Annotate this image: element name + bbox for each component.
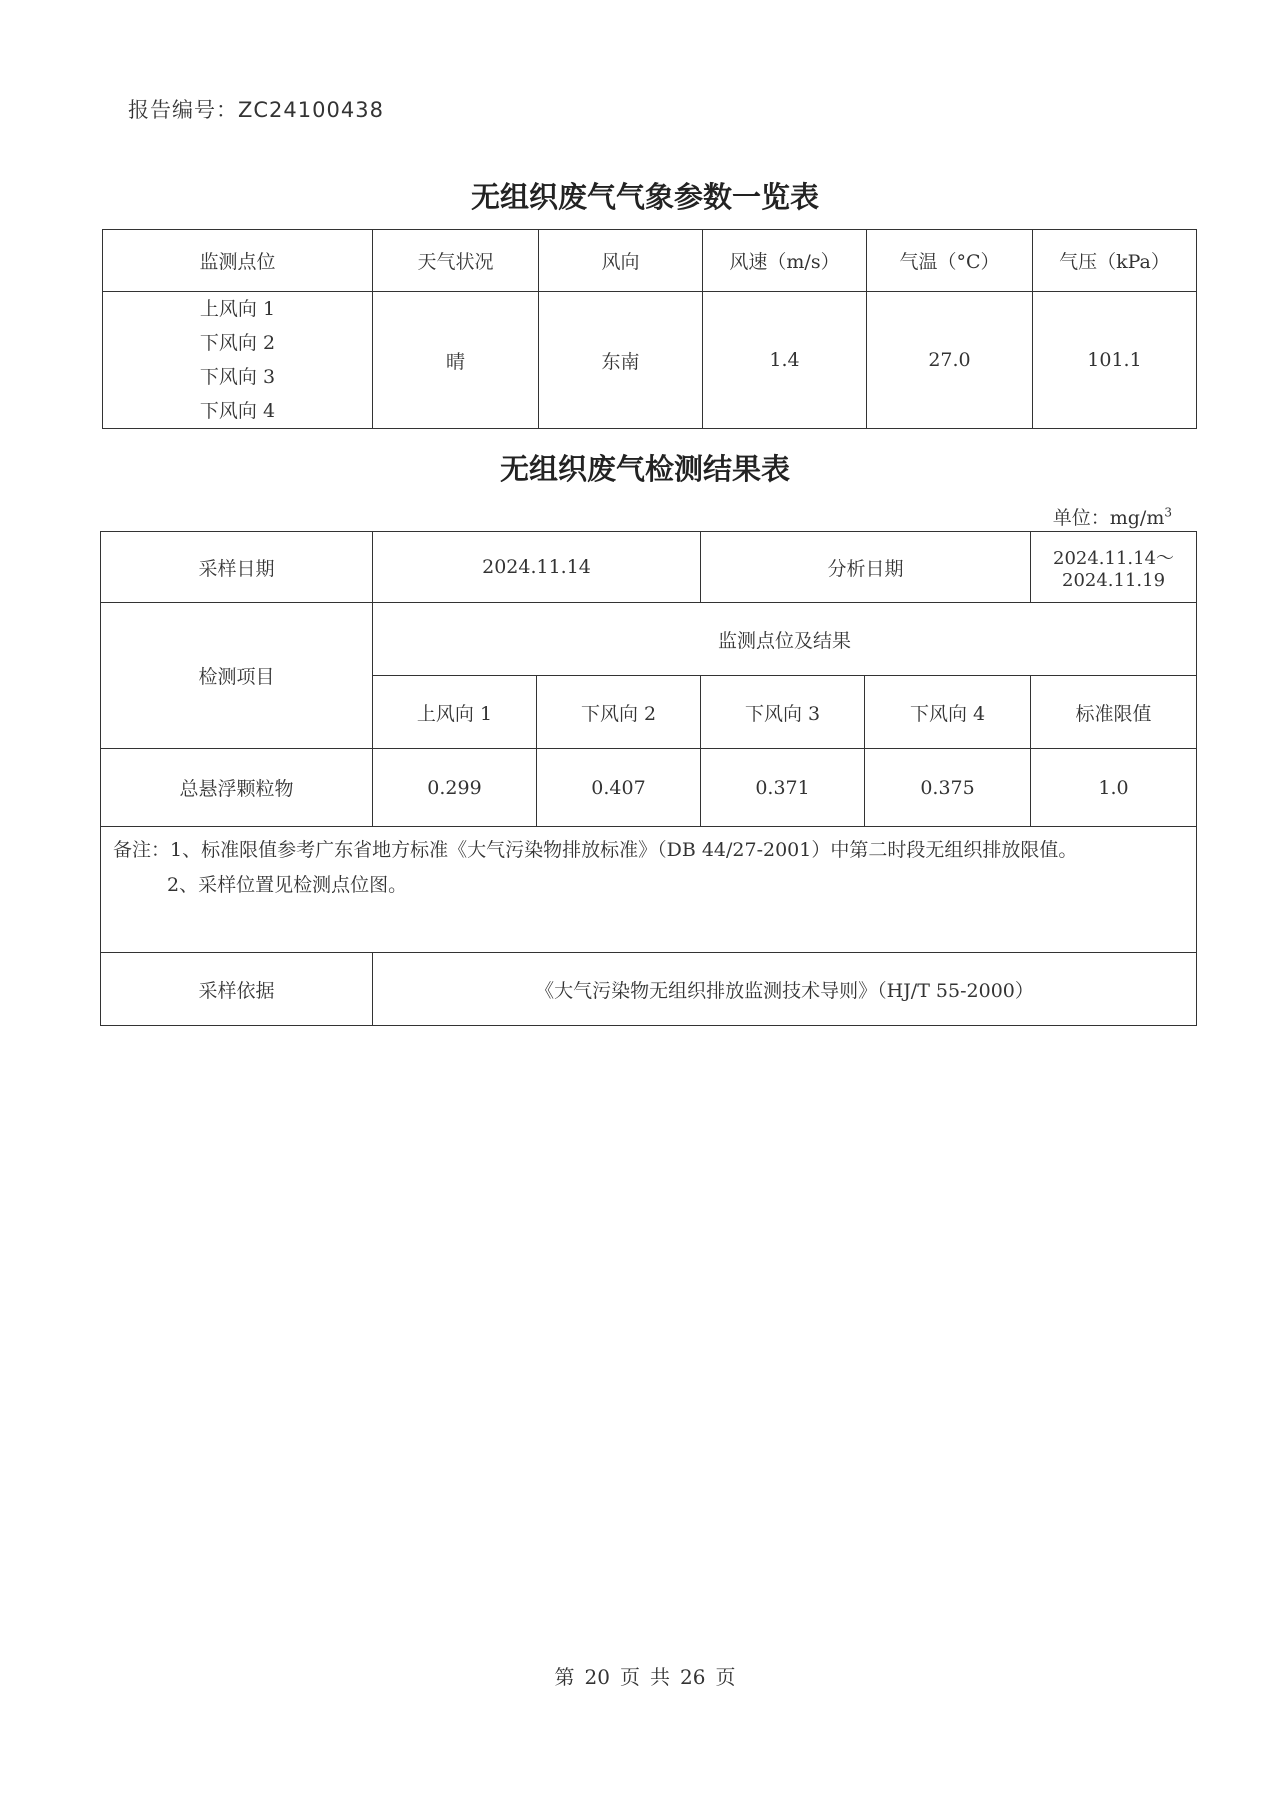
- header-temperature: 气温（°C）: [867, 230, 1033, 292]
- value-downwind-4: 0.375: [865, 749, 1031, 827]
- point-upwind-1: 上风向 1: [199, 298, 276, 320]
- value-upwind-1: 0.299: [373, 749, 537, 827]
- table-row: [101, 749, 1197, 827]
- results-header-row: [101, 603, 1197, 676]
- point-downwind-2: 下风向 2: [199, 332, 276, 354]
- column-downwind-2: 下风向 2: [537, 676, 701, 749]
- date-row: [101, 532, 1197, 603]
- column-standard-limit: 标准限值: [1031, 676, 1197, 749]
- sampling-basis-label: 采样依据: [101, 953, 373, 1026]
- results-table-title: 无组织废气检测结果表: [499, 452, 790, 486]
- header-wind-direction: 风向: [539, 230, 703, 292]
- pressure-value: 101.1: [1033, 292, 1197, 429]
- column-upwind-1: 上风向 1: [373, 676, 537, 749]
- sampling-basis-value: 《大气污染物无组织排放监测技术导则》（HJ/T 55-2000）: [373, 953, 1197, 1026]
- point-downwind-3: 下风向 3: [199, 366, 276, 388]
- test-results-table: [100, 531, 1197, 1026]
- point-downwind-4: 下风向 4: [199, 400, 276, 422]
- weather-value: 晴: [373, 292, 539, 429]
- report-number: 报告编号：ZC24100438: [128, 98, 384, 122]
- remarks-cell: [101, 827, 1197, 953]
- analysis-date-value: 2024.11.14～2024.11.19: [1031, 532, 1197, 603]
- header-wind-speed: 风速（m/s）: [703, 230, 867, 292]
- sampling-date-label: 采样日期: [101, 532, 373, 603]
- temperature-value: 27.0: [867, 292, 1033, 429]
- meteorological-table-title: 无组织废气气象参数一览表: [470, 180, 819, 214]
- meteorological-parameters-table: [102, 229, 1197, 429]
- value-standard-limit: 1.0: [1031, 749, 1197, 827]
- column-downwind-3: 下风向 3: [701, 676, 865, 749]
- header-pressure: 气压（kPa）: [1033, 230, 1197, 292]
- remark-2: 2、采样位置见检测点位图。: [167, 874, 408, 896]
- header-weather: 天气状况: [373, 230, 539, 292]
- table-header-row: [103, 230, 1197, 292]
- wind-speed-value: 1.4: [703, 292, 867, 429]
- table-row: [103, 292, 1197, 429]
- monitoring-points-cell: [103, 292, 373, 429]
- remark-1: 备注：1、标准限值参考广东省地方标准《大气污染物排放标准》（DB 44/27-2001）中第二时段无组织排放限值。: [113, 839, 1078, 861]
- column-downwind-4: 下风向 4: [865, 676, 1031, 749]
- unit-label: 单位：$mg/m^3$: [1052, 505, 1172, 529]
- sampling-basis-row: [101, 953, 1197, 1026]
- value-downwind-2: 0.407: [537, 749, 701, 827]
- header-monitoring-point: 监测点位: [103, 230, 373, 292]
- page-number: 第 20 页 共 26 页: [554, 1665, 736, 1689]
- points-and-results-label: 监测点位及结果: [373, 603, 1197, 676]
- item-name: 总悬浮颗粒物: [101, 749, 373, 827]
- sampling-date-value: 2024.11.14: [373, 532, 701, 603]
- test-item-label: 检测项目: [101, 603, 373, 749]
- analysis-date-label: 分析日期: [701, 532, 1031, 603]
- remarks-row: [101, 827, 1197, 953]
- wind-direction-value: 东南: [539, 292, 703, 429]
- value-downwind-3: 0.371: [701, 749, 865, 827]
